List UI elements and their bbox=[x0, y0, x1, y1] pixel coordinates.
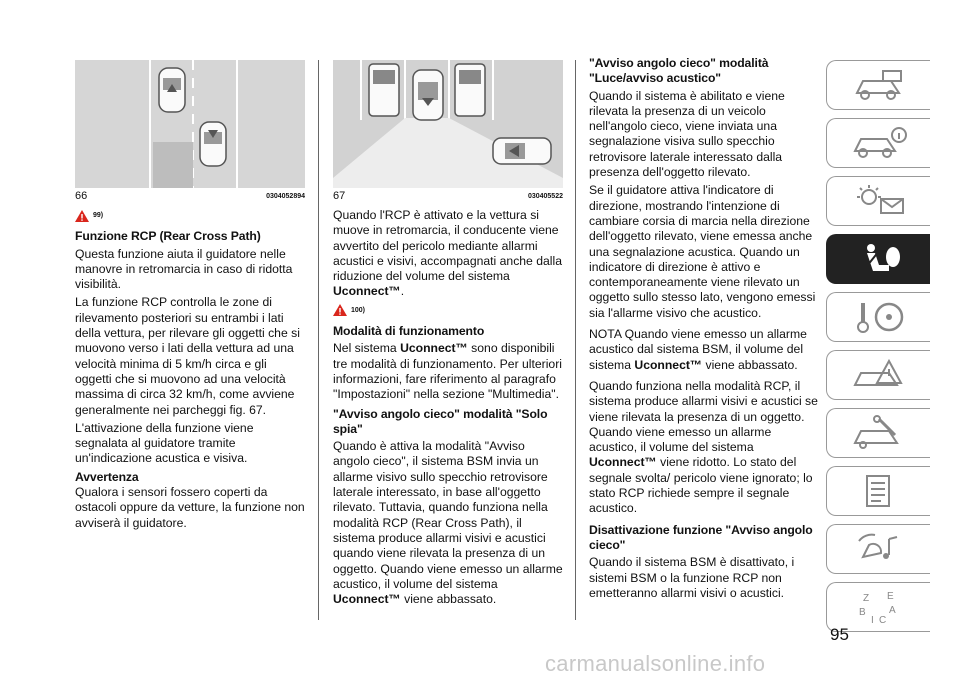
section-heading: "Avviso angolo cieco" modalità "Solo spia" bbox=[333, 406, 548, 436]
chapter-tab-dashboard[interactable] bbox=[826, 60, 930, 110]
svg-text:A: A bbox=[888, 605, 896, 616]
warning-triangle-icon bbox=[75, 210, 89, 222]
paragraph bbox=[333, 439, 563, 607]
svg-text:Z: Z bbox=[862, 593, 869, 604]
note-text: Qualora i sensori fossero coperti da ostacoli oppure da vetture, la funzione non avviserà il guidatore. bbox=[75, 485, 305, 530]
car-info-icon bbox=[849, 125, 909, 161]
watermark: carmanualsonline.info bbox=[545, 651, 766, 676]
brand-name: Uconnect™ bbox=[333, 284, 401, 299]
text-run: viene ridotto. Lo stato del segnale svolta/ pericolo viene ignorato; lo stato RCP richiede sempre il segnale acustico. bbox=[589, 455, 813, 516]
section-heading: "Avviso angolo cieco" modalità "Luce/avviso acustico" bbox=[589, 56, 769, 86]
paragraph: Se il guidatore attiva l'indicatore di direzione, mostrando l'intenzione di cambiare corsia di marcia nella direzione dell'oggetto rilevato, viene emessa anche una segnalazione acustica. Quando un indicatore di direzione è attivo e contemporaneamente viene rilevato un oggetto sullo stesso lato, vengono emessi sia l'allarme visivo che acustico. bbox=[589, 183, 816, 320]
paragraph: Questa funzione aiuta il guidatore nelle manovre in retromarcia in caso di ridotta visibilità. bbox=[75, 246, 293, 292]
section-heading: Funzione RCP (Rear Cross Path) bbox=[75, 229, 261, 244]
paragraph bbox=[333, 341, 563, 402]
alphabet-index-icon bbox=[849, 589, 909, 625]
section-heading: Modalità di funzionamento bbox=[333, 324, 485, 339]
text-run: NOTA Quando viene emesso un allarme acustico dal sistema BSM, il volume del sistema bbox=[589, 327, 807, 372]
specs-list-icon bbox=[849, 473, 909, 509]
text-run: Nel sistema bbox=[333, 341, 401, 356]
figure-67-rcp-diagram bbox=[333, 60, 563, 188]
text-run: Quando l'RCP è attivato e la vettura si muove in retromarcia, il conducente viene avvertito del pericolo mediante allarmi acustici e visivi, accompagnati anche dalla riduzione del volume del sistema bbox=[333, 208, 562, 284]
chapter-tab-multimedia[interactable] bbox=[826, 524, 930, 574]
chapter-tab-emergency[interactable] bbox=[826, 350, 930, 400]
warning-ref-number: 100) bbox=[351, 306, 366, 314]
chapter-tab-safety[interactable] bbox=[826, 234, 930, 284]
column-1 bbox=[75, 60, 305, 534]
column-divider bbox=[318, 60, 319, 620]
column-2 bbox=[333, 60, 563, 610]
text-run: Quando funziona nella modalità RCP, il sistema produce allarmi visivi e acustici se viene rilevata la presenza di un oggetto. Quando viene emesso un allarme acustico, il volume del sistema bbox=[589, 378, 818, 455]
warning-reference bbox=[75, 208, 305, 223]
warning-triangle-icon bbox=[333, 304, 347, 316]
note-paragraph bbox=[589, 327, 819, 373]
brand-name: Uconnect™ bbox=[400, 341, 468, 356]
figure-code: 030405522 bbox=[527, 192, 563, 200]
text-run: . bbox=[400, 284, 405, 299]
paragraph: Quando il sistema BSM è disattivato, i sistemi BSM o la funzione RCP non emetteranno allarmi visivi o acustici. bbox=[589, 555, 795, 600]
svg-text:B: B bbox=[858, 607, 866, 618]
note-heading: Avvertenza bbox=[75, 469, 139, 484]
chapter-tab-lights[interactable] bbox=[826, 176, 930, 226]
paragraph: La funzione RCP controlla le zone di rilevamento posteriori su entrambi i lati della vettura, per rilevare gli oggetti che si muovono verso i lati della vettura ad una velocità minima di 5 km/h circa e gli oggetti che si muovono ad una velocità massima di circa 32 km/h, come avviene generalmente nei parcheggi fig. 67. bbox=[75, 295, 300, 417]
key-steering-icon bbox=[849, 299, 909, 335]
svg-text:E: E bbox=[886, 591, 894, 602]
paragraph: L'attivazione della funzione viene segnalata al guidatore tramite un'indicazione acustica e visiva. bbox=[75, 420, 254, 466]
brand-name: Uconnect™ bbox=[589, 455, 657, 470]
figure-number: 66 bbox=[75, 189, 88, 202]
paragraph bbox=[333, 208, 563, 300]
lights-icon bbox=[849, 183, 909, 219]
text-run: sono disponibili tre modalità di funzionamento. Per ulteriori informazioni, fare riferimento al paragrafo "Impostazioni" nella sezione "Multimedia". bbox=[333, 341, 562, 402]
figure-caption bbox=[333, 188, 563, 204]
dashboard-car-icon bbox=[849, 67, 909, 103]
section-heading: Disattivazione funzione "Avviso angolo cieco" bbox=[589, 522, 813, 552]
chapter-tab-car-info[interactable] bbox=[826, 118, 930, 168]
chapter-tab-driving[interactable] bbox=[826, 292, 930, 342]
paragraph bbox=[589, 379, 819, 517]
warning-ref-number: 99) bbox=[93, 212, 104, 219]
text-run: Quando è attiva la modalità "Avviso angolo cieco", il sistema BSM invia un allarme visivo sullo specchio retrovisore laterale interessato, in base all'oggetto rilevato. Tuttavia, quando funziona nella modalità RCP (Rear Cross Path), il sistema produce allarmi visivi e acustici quando viene rilevata la presenza di un oggetto. Quando viene emesso un allarme acustico, il volume del sistema bbox=[333, 439, 563, 591]
warning-reference bbox=[333, 303, 563, 318]
rcp-illustration bbox=[333, 60, 563, 188]
svg-text:C: C bbox=[878, 615, 886, 625]
warning-car-icon bbox=[849, 357, 909, 393]
column-3 bbox=[589, 56, 819, 604]
text-run: viene abbassato. bbox=[702, 357, 798, 372]
chapter-tab-maintenance[interactable] bbox=[826, 408, 930, 458]
brand-name: Uconnect™ bbox=[634, 357, 703, 372]
svg-text:I: I bbox=[870, 615, 874, 625]
figure-number: 67 bbox=[333, 189, 346, 202]
figure-66-parking-diagram bbox=[75, 60, 305, 188]
text-run: viene abbassato. bbox=[400, 592, 497, 607]
brand-name: Uconnect™ bbox=[333, 592, 401, 607]
airbag-seat-icon bbox=[849, 241, 909, 277]
multimedia-icon bbox=[849, 531, 909, 567]
figure-code: 0304052894 bbox=[266, 192, 305, 200]
page-number: 95 bbox=[830, 625, 849, 644]
chapter-tab-specifications[interactable] bbox=[826, 466, 930, 516]
wrench-car-icon bbox=[849, 415, 909, 451]
parking-illustration bbox=[75, 60, 305, 188]
paragraph: Quando il sistema è abilitato e viene rilevata la presenza di un veicolo nell'angolo cieco, viene inviata una segnalazione visiva sullo specchio retrovisore laterale interessato dalla presenza dell'oggetto rilevato. bbox=[589, 88, 785, 180]
figure-caption bbox=[75, 188, 305, 204]
column-divider bbox=[575, 60, 576, 620]
